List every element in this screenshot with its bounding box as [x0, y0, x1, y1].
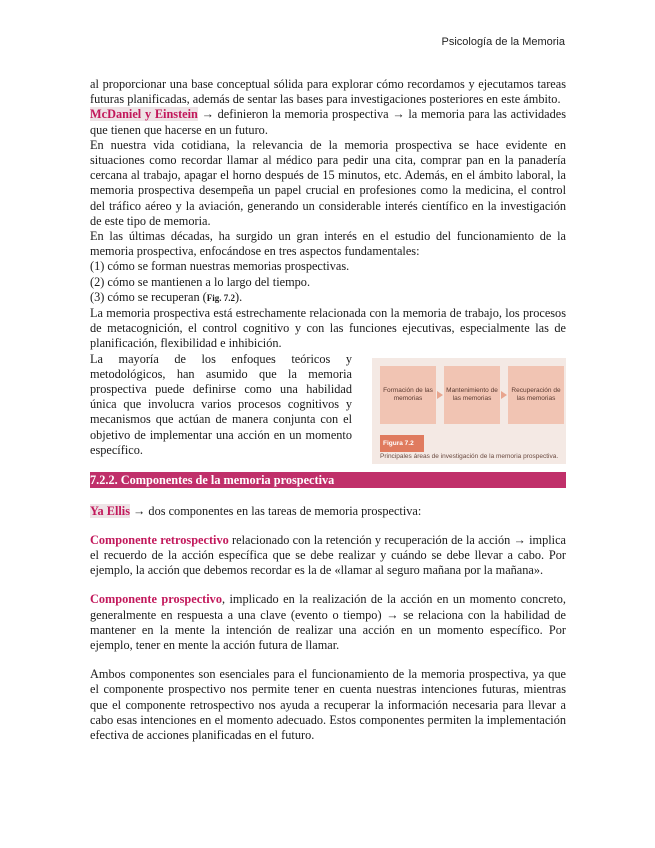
figure-7-2	[372, 358, 566, 464]
figure-box-maintenance: Mantenimiento de las memorias	[444, 366, 500, 424]
paragraph-approaches: La mayoría de los enfoques teóricos y metodológicos, han asumido que la memoria prospectiva puede definirse como una habilidad única que involucra varios procesos cognitivos y mecanismos que actúan de manera conjunta con el objetivo de implementar una acción en un momento específico.	[90, 351, 352, 457]
arrow-right-icon	[501, 391, 507, 399]
figure-diagram	[380, 366, 566, 426]
paragraph-intro: al proporcionar una base conceptual sólida para explorar cómo recordamos y ejecutamos tareas futuras planificadas, además de sentar las bases para investigaciones posteriores en este ámbito.	[90, 77, 566, 107]
figure-box-formation: Formación de las memorias	[380, 366, 436, 424]
paragraph-retrospective: Componente retrospectivo relacionado con la retención y recuperación de la acción → implica el recuerdo de la acción específica que se debe realizar y cuándo se debe llevar a cabo. Por ejemplo, la acción que debemos recordar es la de «llamar al seguro mañana por la mañana».	[90, 532, 566, 578]
paragraph-interest: En las últimas décadas, ha surgido un gran interés en el estudio del funcionamiento de la memoria prospectiva, enfocándose en tres aspectos fundamentales:	[90, 229, 566, 259]
author-highlight: McDaniel y Einstein	[90, 107, 198, 122]
paragraph-daily-life: En nuestra vida cotidiana, la relevancia de la memoria prospectiva se hace evidente en situaciones como recordar llamar al médico para pedir una cita, comprar pan en la panadería cercana al trabajo, apagar el horno después de 15 minutos, etc. Además, en el ámbito laboral, la memoria prospectiva desempeña un papel crucial en profesiones como la medicina, el control del tráfico aéreo y la aviación, generando un considerable interés científico en la investigación de este tipo de memoria.	[90, 137, 566, 228]
paragraph-conclusion: Ambos componentes son esenciales para el funcionamiento de la memoria prospectiva, ya que el componente prospectivo nos permite tener en cuenta nuestras intenciones futuras, mientras que el componente retrospectivo nos ayuda a recuperar la información necesaria para llevar a cabo esas intenciones en el momento adecuado. Estos componentes permiten la implementación efectiva de acciones planificadas en el futuro.	[90, 667, 566, 743]
term-prospective: Componente prospectivo	[90, 592, 222, 607]
list-item: (2) cómo se mantienen a lo largo del tiempo.	[90, 274, 311, 289]
page-body	[90, 77, 566, 743]
list-item: (1) cómo se forman nuestras memorias prospectivas.	[90, 259, 350, 274]
arrow-right-icon	[437, 391, 443, 399]
figure-label: Figura 7.2	[380, 435, 424, 452]
figure-reference: Fig. 7.2	[206, 292, 236, 303]
figure-caption: Principales áreas de investigación de la memoria prospectiva.	[380, 452, 559, 460]
text-with-figure	[90, 352, 566, 464]
term-retrospective: Componente retrospectivo	[90, 532, 229, 547]
figure-box-retrieval: Recuperación de las memorias	[508, 366, 564, 424]
running-header: Psicología de la Memoria	[441, 36, 565, 48]
section-heading: 7.2.2. Componentes de la memoria prospectiva	[90, 472, 566, 488]
paragraph-prospective: Componente prospectivo, implicado en la realización de la acción en un momento concreto, generalmente en respuesta a una clave (evento o tiempo) → se relaciona con la habilidad de mantener en la mente la intención de realizar una acción en un momento específico. Por ejemplo, tener en mente la acción futura de llamar.	[90, 592, 566, 653]
paragraph-ellis: Ya Ellis → dos componentes en las tareas de memoria prospectiva:	[90, 503, 422, 518]
paragraph-relations: La memoria prospectiva está estrechamente relacionada con la memoria de trabajo, los procesos de metacognición, el control cognitivo y con las funciones ejecutivas, especialmente las de planificación, flexibilidad e inhibición.	[90, 306, 566, 351]
author-highlight: Ya Ellis	[90, 503, 130, 518]
paragraph-definition	[90, 107, 566, 137]
list-item: (3) cómo se recuperan (Fig. 7.2).	[90, 289, 243, 304]
definition-text: → definieron la memoria prospectiva → la memoria para las actividades que tienen que hacerse en un futuro.	[90, 107, 566, 137]
